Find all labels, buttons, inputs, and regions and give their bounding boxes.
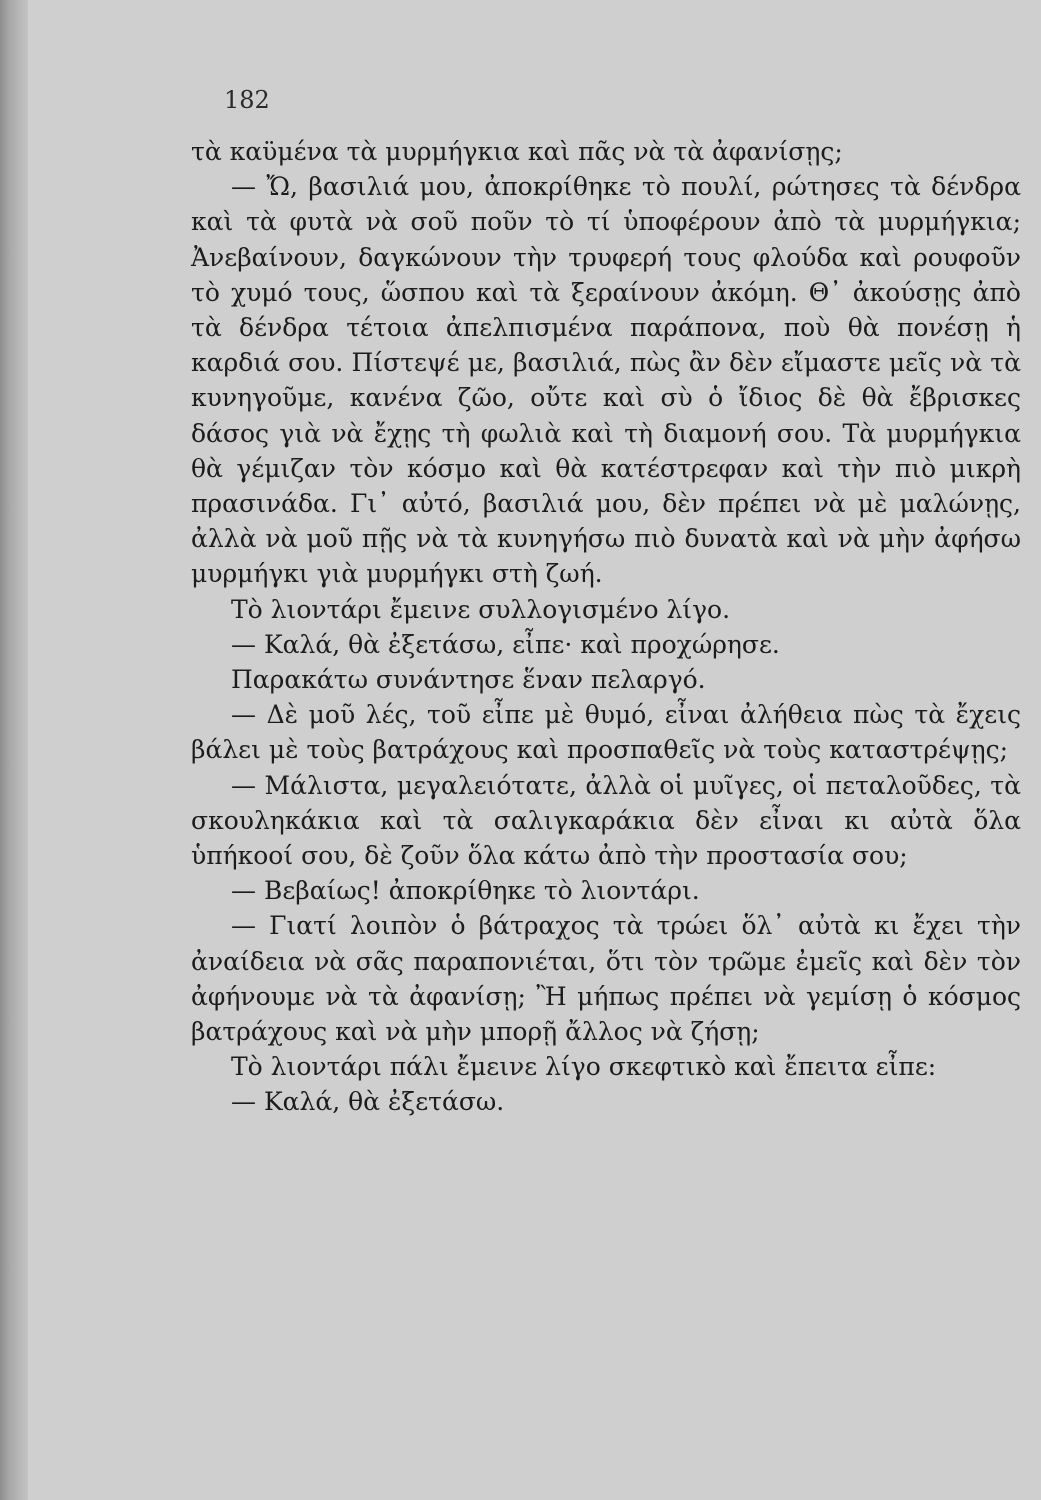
body-text xyxy=(191,134,1021,1120)
paragraph: τὰ καϋμένα τὰ μυρμήγκια καὶ πᾶς νὰ τὰ ἀφανίσῃς; xyxy=(191,137,843,166)
paragraph: Τὸ λιοντάρι ἔμεινε συλλογισμένο λίγο. xyxy=(231,594,731,624)
paragraph: — Καλά, θὰ ἐξετάσω, εἶπε· καὶ προχώρησε. xyxy=(231,629,780,659)
paragraph: — Καλά, θὰ ἐξετάσω. xyxy=(231,1087,505,1117)
paragraph: — Βεβαίως! ἀποκρίθηκε τὸ λιοντάρι. xyxy=(231,876,700,906)
paragraph: Παρακάτω συνάντησε ἕναν πελαργό. xyxy=(231,665,706,695)
paragraph: Τὸ λιοντάρι πάλι ἔμεινε λίγο σκεφτικὸ καὶ ἔπειτα εἶπε: xyxy=(231,1052,937,1082)
page-number: 182 xyxy=(224,86,270,114)
paragraph: — Μάλιστα, μεγαλειότατε, ἀλλὰ οἱ μυῖγες, οἱ πεταλοῦδες, τὰ σκουληκάκια καὶ τὰ σαλιγκαράκια δὲν εἶναι κι αὐτὰ ὅλα ὑπήκοοί σου, δὲ ζοῦν ὅλα κάτω ἀπὸ τὴν προστασία σου; xyxy=(191,770,1021,871)
paragraph: — Ὤ, βασιλιά μου, ἀποκρίθηκε τὸ πουλί, ρώτησες τὰ δένδρα καὶ τὰ φυτὰ νὰ σοῦ ποῦν τὸ τί ὑποφέρουν ἀπὸ τὰ μυρμήγκια; Ἀνεβαίνουν, δαγκώνουν τὴν τρυφερή τους φλούδα καὶ ρουφοῦν τὸ χυμό τους, ὥσπου καὶ τὰ ξεραίνουν ἀκόμη. Θ᾿ ἀκούσῃς ἀπὸ τὰ δένδρα τέτοια ἀπελπισμένα παράπονα, ποὺ θὰ πονέσῃ ἡ καρδιά σου. Πίστεψέ με, βασιλιά, πὼς ἂν δὲν εἴμαστε μεῖς νὰ τὰ κυνηγοῦμε, κανένα ζῶο, οὔτε καὶ σὺ ὁ ἴδιος δὲ θὰ ἔβρισκες δάσος γιὰ νὰ ἔχῃς τὴ φωλιὰ καὶ τὴ διαμονή σου. Τὰ μυρμήγκια θὰ γέμιζαν τὸν κόσμο καὶ θὰ κατέστρεφαν καὶ τὴν πιὸ μικρὴ πρασινάδα. Γι᾿ αὐτό, βασιλιά μου, δὲν πρέπει νὰ μὲ μαλώνῃς, ἀλλὰ νὰ μοῦ πῇς νὰ τὰ κυνηγήσω πιὸ δυνατὰ καὶ νὰ μὴν ἀφήσω μυρμήγκι γιὰ μυρμήγκι στὴ ζωή. xyxy=(191,172,1021,589)
paragraph: — Δὲ μοῦ λές, τοῦ εἶπε μὲ θυμό, εἶναι ἀλήθεια πὼς τὰ ἔχεις βάλει μὲ τοὺς βατράχους καὶ προσπαθεῖς νὰ τοὺς καταστρέψῃς; xyxy=(191,700,1021,765)
paragraph: — Γιατί λοιπὸν ὁ βάτραχος τὰ τρώει ὅλ᾿ αὐτὰ κι ἔχει τὴν ἀναίδεια νὰ σᾶς παραπονιέται, ὅτι τὸν τρῶμε ἐμεῖς καὶ δὲν τὸν ἀφήνουμε νὰ τὰ ἀφανίσῃ; Ἢ μήπως πρέπει νὰ γεμίσῃ ὁ κόσμος βατράχους καὶ νὰ μὴν μπορῇ ἄλλος νὰ ζήσῃ; xyxy=(191,911,1021,1047)
page-binding-shadow xyxy=(0,0,28,1500)
